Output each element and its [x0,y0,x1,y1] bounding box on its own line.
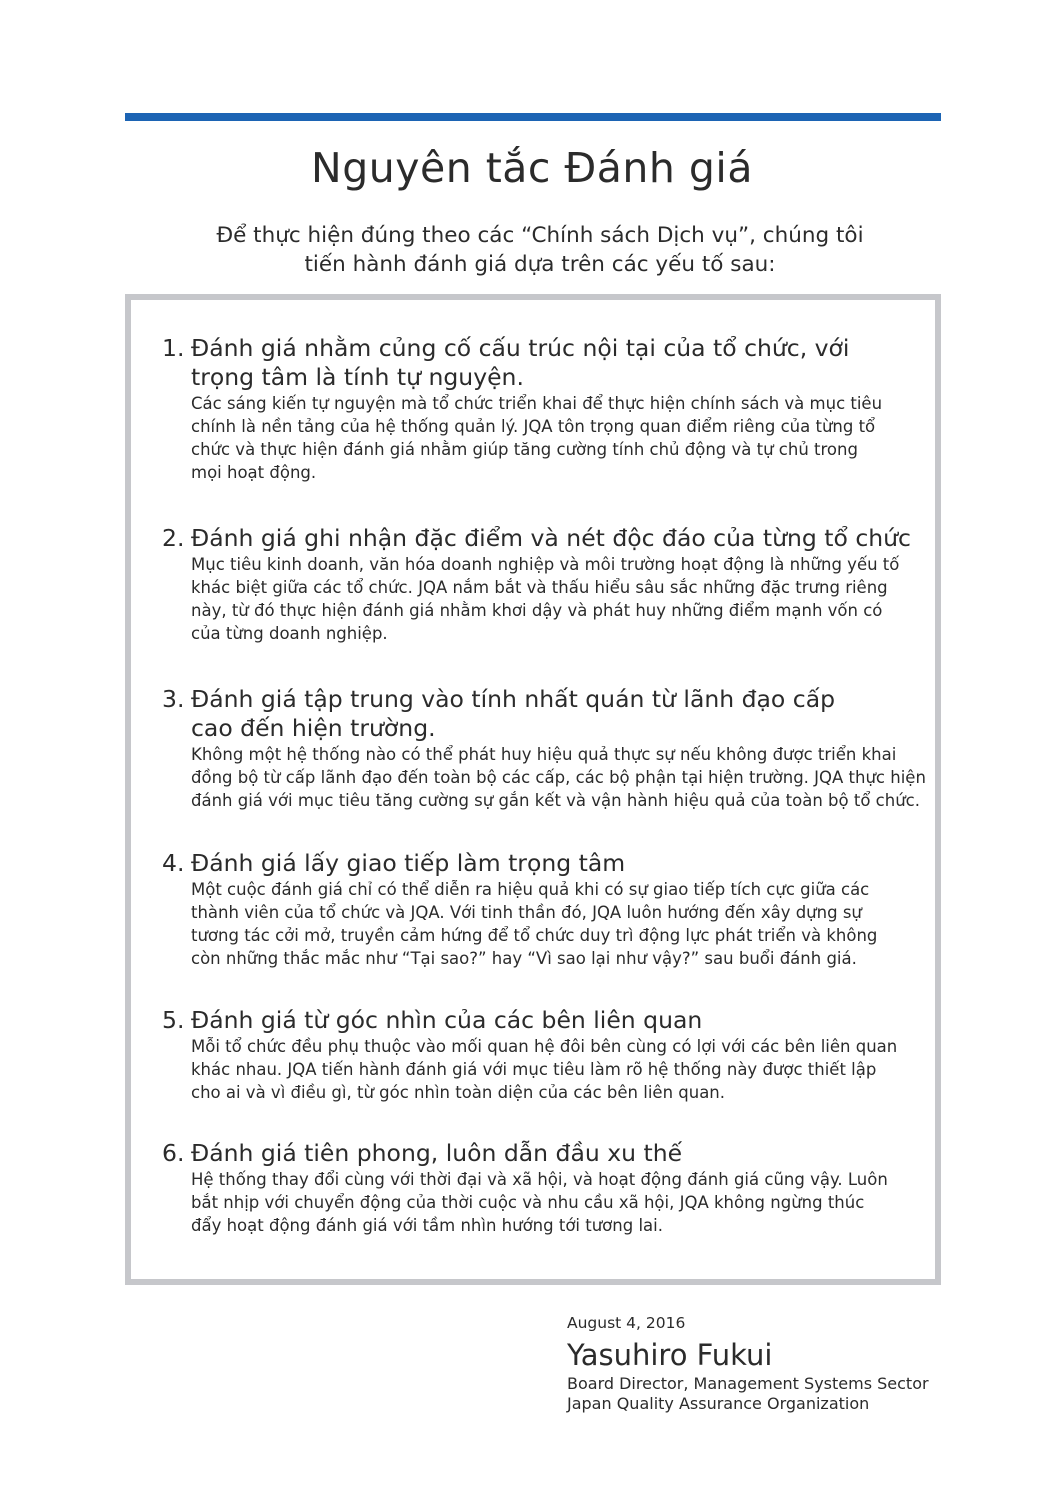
principle-title: Đánh giá tập trung vào tính nhất quán từ lãnh đạo cấp cao đến hiện trường. [191,685,836,742]
principle-body: Mục tiêu kinh doanh, văn hóa doanh nghiệp và môi trường hoạt động là những yếu tố khác biệt giữa các tổ chức. JQA nắm bắt và thấu hiểu sâu sắc những đặc trưng riêng này, từ đó thực hiện đánh giá nhằm khơi dậy và phát huy những điểm mạnh vốn có của từng doanh nghiệp. [191,555,900,643]
principle-body: Các sáng kiến tự nguyện mà tổ chức triển khai để thực hiện chính sách và mục tiêu chính là nền tảng của hệ thống quản lý. JQA tôn trọng quan điểm riêng của từng tổ chức và thực hiện đánh giá nhằm giúp tăng cường tính chủ động và tự chủ trong mọi hoạt động. [191,394,883,482]
principle-2 [162,524,927,645]
signature-organization: Japan Quality Assurance Organization [567,1394,870,1413]
principle-6 [162,1139,927,1237]
principle-body: Một cuộc đánh giá chỉ có thể diễn ra hiệu quả khi có sự giao tiếp tích cực giữa các thành viên của tổ chức và JQA. Với tinh thần đó, JQA luôn hướng đến xây dựng sự tương tác cởi mở, truyền cảm hứng để tổ chức duy trì động lực phát triển và không còn những thắc mắc như “Tại sao?” hay “Vì sao lại như vậy?” sau buổi đánh giá. [191,880,878,968]
principle-4 [162,849,927,970]
principle-title: Đánh giá tiên phong, luôn dẫn đầu xu thế [191,1139,683,1167]
principle-number: 6. [162,1139,185,1167]
principle-body: Không một hệ thống nào có thể phát huy hiệu quả thực sự nếu không được triển khai đồng bộ từ cấp lãnh đạo đến toàn bộ các cấp, các bộ phận tại hiện trường. JQA thực hiện đánh giá với mục tiêu tăng cường sự gắn kết và vận hành hiệu quả của toàn bộ tổ chức. [191,745,926,810]
principle-3 [162,685,927,812]
principle-title: Đánh giá nhằm củng cố cấu trúc nội tại của tổ chức, với trọng tâm là tính tự nguyện. [191,334,850,391]
principle-number: 2. [162,524,185,552]
signature-name: Yasuhiro Fukui [567,1338,773,1372]
principle-1 [162,334,927,484]
accent-bar [125,113,941,121]
signature-date: August 4, 2016 [567,1314,686,1332]
principle-number: 1. [162,334,185,362]
principle-title: Đánh giá lấy giao tiếp làm trọng tâm [191,849,626,877]
principle-number: 4. [162,849,185,877]
principle-body: Mỗi tổ chức đều phụ thuộc vào mối quan hệ đôi bên cùng có lợi với các bên liên quan khác nhau. JQA tiến hành đánh giá với mục tiêu làm rõ hệ thống này được thiết lập cho ai và vì điều gì, từ góc nhìn toàn diện của các bên liên quan. [191,1037,898,1102]
principle-5 [162,1006,927,1104]
principle-title: Đánh giá ghi nhận đặc điểm và nét độc đáo của từng tổ chức [191,524,911,552]
intro-line-1: Để thực hiện đúng theo các “Chính sách Dịch vụ”, chúng tôi [216,223,864,248]
principle-title: Đánh giá từ góc nhìn của các bên liên quan [191,1006,703,1034]
signature-role: Board Director, Management Systems Sector [567,1374,929,1393]
principle-number: 3. [162,685,185,713]
principle-number: 5. [162,1006,185,1034]
principle-body: Hệ thống thay đổi cùng với thời đại và xã hội, và hoạt động đánh giá cũng vậy. Luôn bắt nhịp với chuyển động của thời cuộc và nhu cầu xã hội, JQA không ngừng thúc đẩy hoạt động đánh giá với tầm nhìn hướng tới tương lai. [191,1170,888,1235]
signature-block [567,1312,987,1414]
intro-line-2: tiến hành đánh giá dựa trên các yếu tố sau: [304,252,776,277]
page-title: Nguyên tắc Đánh giá [311,144,753,192]
intro-text [180,221,900,279]
